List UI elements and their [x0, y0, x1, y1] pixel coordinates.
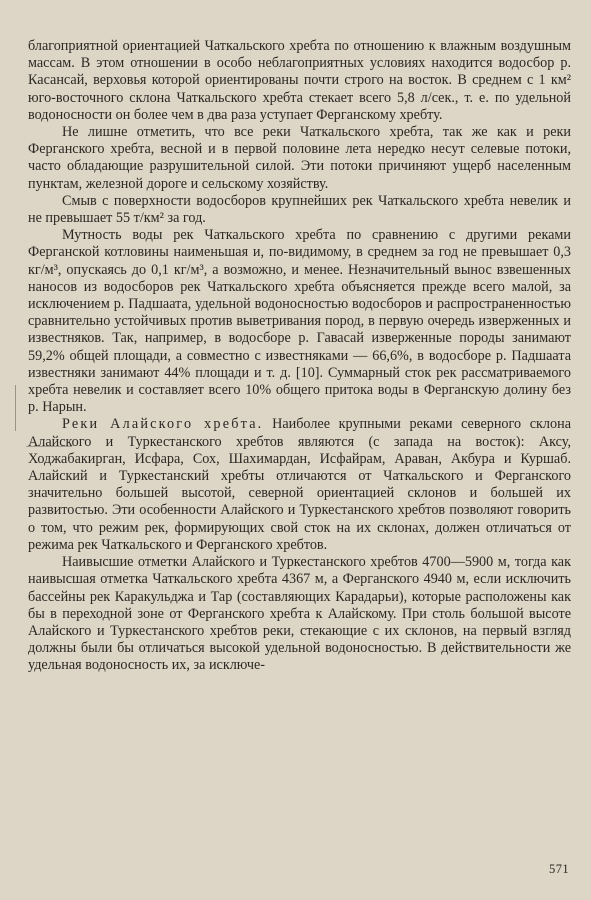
paragraph-5-body: Наиболее крупными реками северного склона Алайского и Туркестанского хребтов являются (с запада на восток): Аксу, Ходжабакирган, Исфара, Сох, Шахимардан, Исфайрам, Араван, Акбура и Куршаб. Алайский и Туркестанский хребты отличаются от Чаткальского и Ферганского значительно большей высотой, северной ориентацией склонов и большей их развитостью. Эти особенности Алайского и Туркестанского хребтов позволяют говорить о том, что режим рек, формирующих свой сток на их склонах, должен отличаться от режима рек Чаткальского и Ферганского хребтов.	[28, 416, 571, 553]
page-number: 571	[549, 861, 569, 876]
paragraph-5	[28, 416, 571, 554]
paragraph-6: Наивысшие отметки Алайского и Туркестанского хребтов 4700—5900 м, тогда как наивысшая отметка Чаткальского хребта 4367 м, а Ферганского 4940 м, если исключить бассейны рек Каракульджа и Тар (составляющих Карадарьи), которые расположены как бы в переходной зоне от Ферганского хребта к Алайскому. При столь большой высоте Алайского и Туркестанского хребтов реки, стекающие с их склонов, на первый взгляд должны были бы отличаться высокой удельной водоносностью. В действительности же удельная водоносность их, за исключе-	[28, 554, 571, 674]
paragraph-3: Смыв с поверхности водосборов крупнейших рек Чаткальского хребта невелик и не превышает 55 т/км² за год.	[28, 192, 571, 227]
pencil-underline-mark	[26, 446, 72, 447]
paragraph-1: благоприятной ориентацией Чаткальского хребта по отношению к влажным воздушным массам. В этом отношении в особо неблагоприятных условиях находится водосбор р. Касансай, верховья которой ориентированы почти строго на восток. В среднем с 1 км² юго-восточного склона Чаткальского хребта стекает всего 5,8 л/сек., т. е. по удельной водоносности он более чем в два раза уступает Ферганскому хребту.	[28, 38, 571, 123]
pencil-margin-mark	[15, 385, 22, 431]
paragraph-4: Мутность воды рек Чаткальского хребта по сравнению с другими реками Ферганской котловины наименьшая и, по-видимому, в среднем за год не превышает 0,3 кг/м³, опускаясь до 0,1 кг/м³, а возможно, и менее. Незначительный вынос взвешенных наносов из водосборов рек Чаткальского хребта объясняется прежде всего малой, за исключением р. Падшаата, удельной водоносностью водосборов и распространенностью сравнительно устойчивых против выветривания пород, в первую очередь изверженных и известняков. Так, например, в водосборе р. Гавасай изверженные породы занимают 59,2% общей площади, а совместно с известняками — 66,6%, в водосборе р. Падшаата известняки занимают 44% площади и т. д. [10]. Суммарный сток рек рассматриваемого хребта невелик и составляет всего 10% общего притока воды в Ферганскую долину без р. Нарын.	[28, 227, 571, 416]
section-heading: Реки Алайского хребта.	[62, 416, 264, 433]
paragraph-2: Не лишне отметить, что все реки Чаткальского хребта, так же как и реки Ферганского хребта, весной и в первой половине лета нередко несут селевые потоки, часто обладающие разрушительной силой. Эти потоки причиняют ущерб населенным пунктам, железной дороге и сельскому хозяйству.	[28, 124, 571, 192]
